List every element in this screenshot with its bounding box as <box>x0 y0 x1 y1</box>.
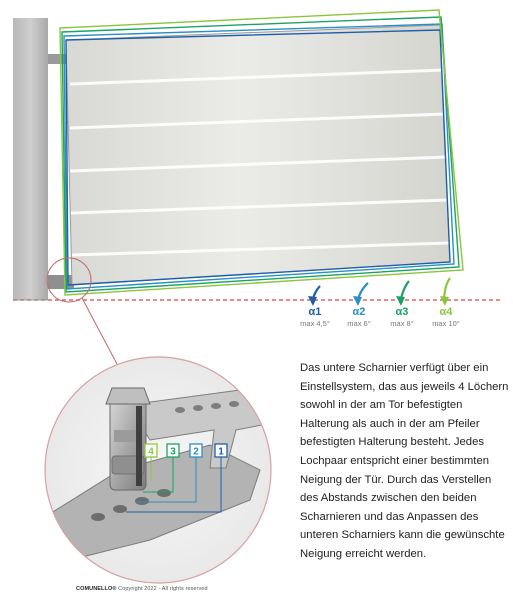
angle-max-1: max 4,5° <box>300 319 330 328</box>
angle-labels <box>300 306 460 328</box>
footer-copyright: Copyright 2022 - All rights reserved <box>118 586 208 592</box>
angle-label-4: α4 <box>439 306 453 318</box>
angle-arrows <box>308 278 450 306</box>
angle-max-3: max 8° <box>390 319 414 328</box>
gate-panel <box>66 25 450 285</box>
footer <box>76 586 208 592</box>
bottom-hinge <box>48 275 74 289</box>
hole-number-4: 4 <box>148 446 154 458</box>
hole-number-1: 1 <box>218 446 224 458</box>
zoom-leader-line <box>82 298 117 364</box>
angle-label-2: α2 <box>352 306 366 318</box>
hole-number-3: 3 <box>170 446 176 458</box>
angle-max-2: max 6° <box>347 319 371 328</box>
angle-max-4: max 10° <box>432 319 460 328</box>
angle-label-1: α1 <box>308 306 322 318</box>
hole-number-2: 2 <box>193 446 199 458</box>
hinge-description: Das untere Scharnier verfügt über ein Einstellsystem, das aus jeweils 4 Löchern sowohl in der am Tor befestigten Halterung als auch in der am Pfeiler befestigten Halterung besteht. Jedes Lochpaar entspricht einer bestimmten Neigung der Tür. Durch das Verstellen des Abstands zwischen den beiden Scharnieren und das Anpassen des unteren Scharniers kann die gewünschte Neigung erreicht werden. <box>300 362 509 560</box>
angle-label-3: α3 <box>395 306 409 318</box>
footer-brand: COMUNELLO® <box>76 586 117 592</box>
pillar <box>13 18 48 300</box>
hinge-zoom-view <box>40 357 271 583</box>
